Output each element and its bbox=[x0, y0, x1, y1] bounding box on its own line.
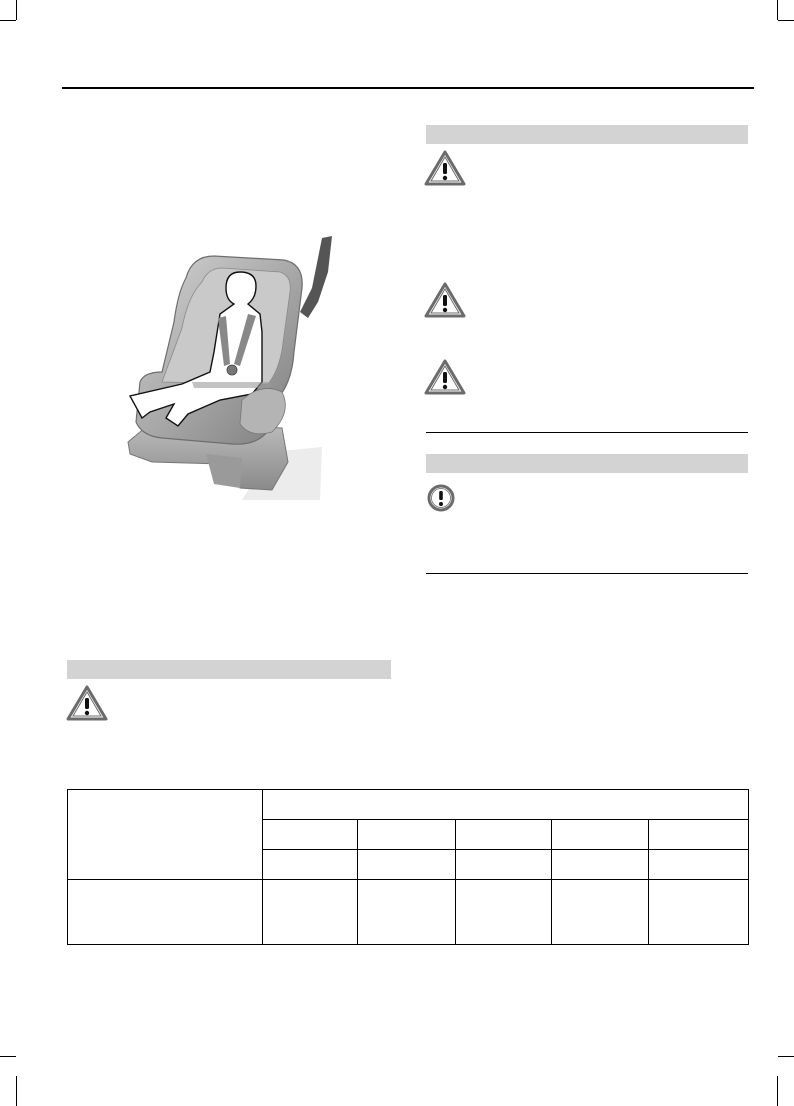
table-header-cell bbox=[263, 820, 358, 850]
table-cell bbox=[263, 880, 358, 945]
crop-mark-top-left-v bbox=[16, 0, 17, 20]
table-header-cell bbox=[263, 850, 358, 880]
warning-triangle-icon bbox=[66, 685, 108, 721]
table-cell bbox=[456, 880, 552, 945]
crop-mark-bottom-right-h bbox=[778, 1056, 794, 1057]
child-seat-category-table bbox=[67, 789, 749, 945]
caution-section-end-rule bbox=[426, 573, 748, 574]
crop-mark-bottom-left-h bbox=[0, 1056, 16, 1057]
table-row bbox=[68, 880, 749, 945]
warning-section-header-bar bbox=[67, 660, 391, 679]
warning-triangle-icon bbox=[424, 282, 466, 318]
table-header-cell bbox=[456, 820, 552, 850]
child-seat-illustration bbox=[122, 232, 344, 500]
warning-section-end-rule bbox=[426, 432, 748, 433]
table-header-cell bbox=[552, 820, 649, 850]
table-header-cell bbox=[456, 850, 552, 880]
table-header-cell bbox=[358, 850, 456, 880]
crop-mark-bottom-right-v bbox=[777, 1076, 778, 1106]
caution-section-header-bar bbox=[426, 454, 748, 473]
crop-mark-top-left-h bbox=[0, 20, 16, 21]
table-header-cell bbox=[358, 820, 456, 850]
table-header-cell bbox=[263, 790, 749, 820]
table-cell bbox=[552, 880, 649, 945]
table-header-cell bbox=[649, 820, 749, 850]
crop-mark-top-right-v bbox=[777, 0, 778, 20]
table-header-cell bbox=[552, 850, 649, 880]
table-corner-cell bbox=[68, 790, 263, 880]
table-cell bbox=[649, 880, 749, 945]
warning-triangle-icon bbox=[424, 359, 466, 395]
warning-triangle-icon bbox=[424, 150, 466, 186]
table-header-row bbox=[68, 790, 749, 820]
table-cell bbox=[68, 880, 263, 945]
warning-section-header-bar bbox=[426, 125, 748, 144]
table-cell bbox=[358, 880, 456, 945]
header-rule bbox=[62, 87, 754, 89]
table-header-cell bbox=[649, 850, 749, 880]
crop-mark-top-right-h bbox=[778, 20, 794, 21]
exclamation-circle-icon bbox=[427, 484, 455, 512]
crop-mark-bottom-left-v bbox=[16, 1076, 17, 1106]
